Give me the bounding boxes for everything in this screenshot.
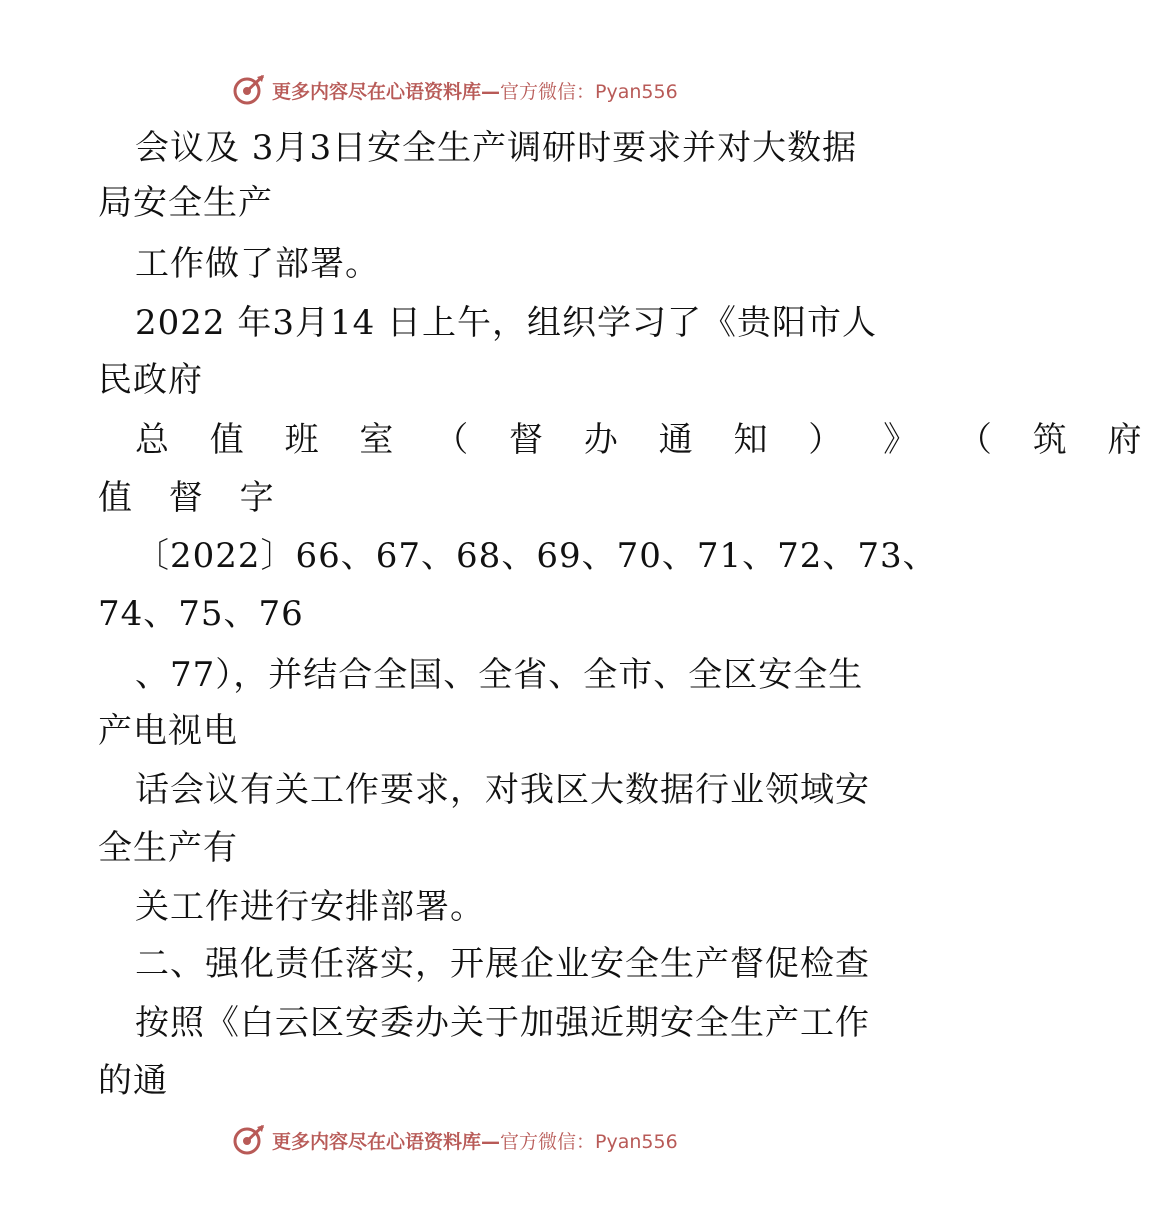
body-line-9: 74、75、76 xyxy=(98,594,304,634)
body-line-2: 局安全生产 xyxy=(98,183,273,223)
header-watermark xyxy=(232,72,752,108)
watermark-wechat-text: 官方微信：Pyan556 xyxy=(500,80,678,103)
body-line-7: 值 督 字 xyxy=(98,478,287,518)
body-line-17: 的通 xyxy=(98,1061,168,1101)
body-line-12: 话会议有关工作要求，对我区大数据行业领域安 xyxy=(135,770,870,810)
body-line-8: 〔2022〕66、67、68、69、70、71、72、73、 xyxy=(135,536,938,576)
watermark-site-text: 更多内容尽在心语资料库— xyxy=(272,1130,501,1153)
body-line-13: 全生产有 xyxy=(98,828,238,868)
quill-logo-icon xyxy=(232,73,266,107)
watermark-site-text: 更多内容尽在心语资料库— xyxy=(272,80,501,103)
body-line-16: 按照《白云区安委办关于加强近期安全生产工作 xyxy=(135,1003,870,1043)
watermark-wechat-text: 官方微信：Pyan556 xyxy=(500,1130,678,1153)
body-line-15: 二、强化责任落实，开展企业安全生产督促检查 xyxy=(135,944,870,984)
body-line-6: 总 值 班 室 （ 督 办 通 知 ） 》 （ 筑 府 xyxy=(135,420,1157,460)
body-line-1: 会议及 3月3日安全生产调研时要求并对大数据 xyxy=(135,128,858,168)
body-line-10: 、77），并结合全国、全省、全市、全区安全生 xyxy=(135,655,864,695)
body-line-4: 2022 年3月14 日上午，组织学习了《贵阳市人 xyxy=(135,303,878,343)
body-line-3: 工作做了部署。 xyxy=(135,244,380,284)
body-line-5: 民政府 xyxy=(98,360,203,400)
body-line-11: 产电视电 xyxy=(98,711,238,751)
quill-logo-icon xyxy=(232,1123,266,1157)
body-line-14: 关工作进行安排部署。 xyxy=(135,887,485,927)
footer-watermark xyxy=(232,1122,752,1158)
